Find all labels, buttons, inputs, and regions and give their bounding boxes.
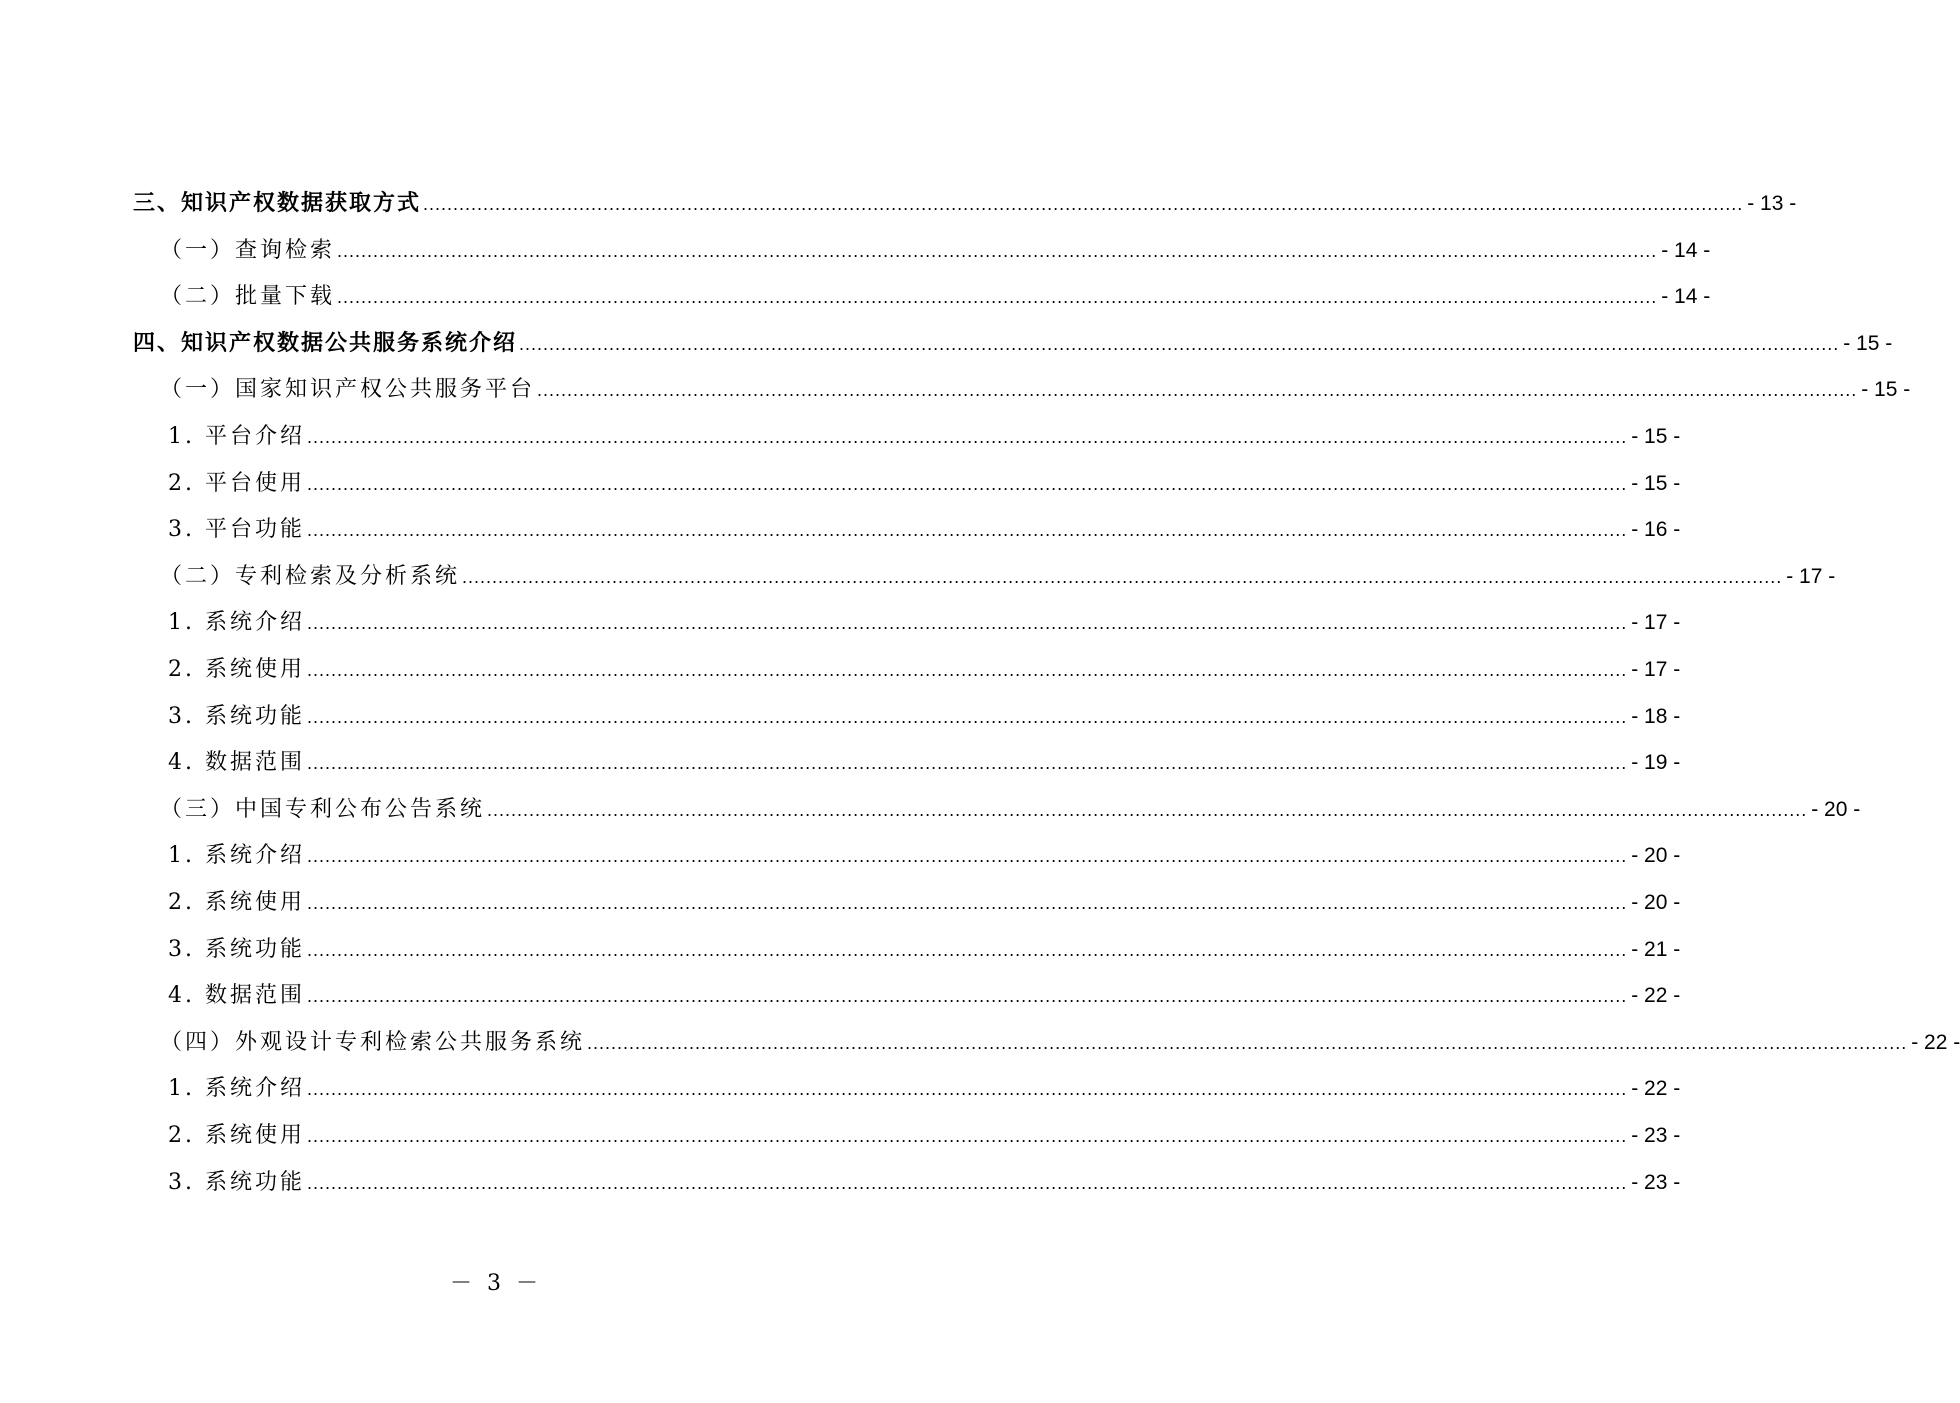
toc-entry-title: （一）国家知识产权公共服务平台	[160, 377, 536, 403]
dot-leader: ............................................................................................................................................................................................................................	[306, 706, 1628, 727]
toc-entry-title: （三）中国专利公布公告系统	[160, 796, 486, 822]
toc-entry-title: 四、知识产权数据公共服务系统介绍	[133, 330, 518, 356]
toc-entry-title: 3. 系统功能	[168, 936, 305, 962]
toc-entry[interactable]	[160, 559, 1836, 599]
toc-entry[interactable]	[133, 326, 1893, 366]
toc-entry-title: 2. 系统使用	[168, 657, 305, 682]
toc-entry-title: 3. 系统功能	[168, 1169, 305, 1195]
toc-entry-page-number: - 22 -	[1911, 1030, 1960, 1054]
toc-entry-page-number: - 22 -	[1631, 984, 1681, 1008]
toc-entry[interactable]	[133, 186, 1797, 226]
toc-entry-page-number: - 20 -	[1631, 891, 1681, 914]
toc-entry-title: 三、知识产权数据获取方式	[133, 191, 422, 216]
dot-leader: ............................................................................................................................................................................................................................	[306, 473, 1628, 494]
toc-entry-title: 1. 系统介绍	[168, 1076, 305, 1102]
toc-entry-title: 2. 平台使用	[168, 470, 305, 496]
toc-entry-title: 4. 数据范围	[168, 983, 305, 1009]
dot-leader: ............................................................................................................................................................................................................................	[423, 194, 1744, 214]
page-number: － 3 －	[450, 1271, 542, 1296]
toc-entry-title: （二）专利检索及分析系统	[160, 563, 461, 589]
dot-leader: ............................................................................................................................................................................................................................	[487, 799, 1808, 820]
dot-leader: ............................................................................................................................................................................................................................	[537, 380, 1858, 401]
toc-entry-page-number: - 15 -	[1843, 331, 1893, 355]
toc-entry[interactable]	[168, 1118, 1681, 1158]
toc-entry[interactable]	[168, 1165, 1681, 1205]
toc-entry[interactable]	[168, 466, 1681, 506]
dot-leader: ............................................................................................................................................................................................................................	[306, 613, 1628, 634]
toc-entry-page-number: - 15 -	[1631, 471, 1681, 495]
toc-entry-page-number: - 18 -	[1631, 704, 1681, 728]
toc-entry-page-number: - 22 -	[1631, 1077, 1681, 1101]
dot-leader: ............................................................................................................................................................................................................................	[306, 660, 1628, 680]
toc-entry-title: 2. 系统使用	[168, 890, 305, 915]
dot-leader: ............................................................................................................................................................................................................................	[462, 566, 1783, 587]
dot-leader: ............................................................................................................................................................................................................................	[337, 287, 1658, 308]
toc-entry-page-number: - 14 -	[1661, 285, 1711, 309]
dot-leader: ............................................................................................................................................................................................................................	[306, 986, 1628, 1007]
dot-leader: ............................................................................................................................................................................................................................	[306, 1079, 1628, 1100]
toc-entry-title: （四）外观设计专利检索公共服务系统	[160, 1029, 586, 1055]
toc-entry[interactable]	[160, 233, 1711, 273]
toc-entry-page-number: - 15 -	[1631, 425, 1681, 448]
dot-leader: ............................................................................................................................................................................................................................	[306, 939, 1628, 960]
toc-entry-page-number: - 23 -	[1631, 1170, 1681, 1194]
toc-entry-page-number: - 14 -	[1661, 238, 1711, 262]
dot-leader: ............................................................................................................................................................................................................................	[306, 1172, 1628, 1193]
toc-entry-title: 1. 系统介绍	[168, 843, 305, 869]
toc-entry-title: 3. 平台功能	[168, 517, 305, 543]
toc-entry[interactable]	[160, 279, 1711, 319]
toc-entry[interactable]	[168, 605, 1681, 645]
toc-entry-title: （一）查询检索	[160, 237, 336, 263]
toc-entry-page-number: - 16 -	[1631, 518, 1681, 542]
toc-entry-title: 1. 平台介绍	[168, 424, 305, 449]
toc-entry[interactable]	[168, 838, 1681, 878]
toc-entry[interactable]	[168, 978, 1681, 1018]
toc-entry-page-number: - 17 -	[1631, 611, 1681, 635]
toc-entry-page-number: - 19 -	[1631, 751, 1681, 775]
toc-entry-title: 3. 系统功能	[168, 703, 305, 729]
toc-entry[interactable]	[160, 372, 1911, 412]
toc-entry[interactable]	[168, 699, 1681, 739]
toc-entry[interactable]	[160, 1025, 1960, 1065]
toc-entry-title: 1. 系统介绍	[168, 610, 305, 636]
toc-entry-page-number: - 17 -	[1631, 658, 1681, 681]
toc-entry[interactable]	[168, 885, 1681, 925]
toc-entry-page-number: - 20 -	[1811, 797, 1861, 821]
toc-entry[interactable]	[168, 1071, 1681, 1111]
dot-leader: ............................................................................................................................................................................................................................	[306, 753, 1628, 774]
toc-entry-page-number: - 20 -	[1631, 844, 1681, 868]
toc-entry[interactable]	[168, 419, 1681, 459]
toc-entry[interactable]	[168, 745, 1681, 785]
toc-entry-title: 2. 系统使用	[168, 1123, 305, 1148]
dot-leader: ............................................................................................................................................................................................................................	[306, 1126, 1628, 1146]
dot-leader: ............................................................................................................................................................................................................................	[519, 333, 1840, 354]
toc-entry-page-number: - 23 -	[1631, 1124, 1681, 1147]
toc-entry[interactable]	[160, 792, 1861, 832]
dot-leader: ............................................................................................................................................................................................................................	[306, 520, 1628, 541]
dot-leader: ............................................................................................................................................................................................................................	[587, 1032, 1908, 1053]
toc-entry[interactable]	[168, 652, 1681, 692]
dot-leader: ............................................................................................................................................................................................................................	[337, 240, 1658, 261]
toc-entry-page-number: - 17 -	[1786, 564, 1836, 588]
dot-leader: ............................................................................................................................................................................................................................	[306, 427, 1628, 447]
toc-entry-title: （二）批量下载	[160, 284, 336, 310]
toc-entry-page-number: - 13 -	[1747, 192, 1797, 215]
toc-entry[interactable]	[168, 932, 1681, 972]
dot-leader: ............................................................................................................................................................................................................................	[306, 893, 1628, 913]
toc-entry-page-number: - 21 -	[1631, 937, 1681, 961]
toc-entry-title: 4. 数据范围	[168, 750, 305, 776]
toc-entry-page-number: - 15 -	[1861, 378, 1911, 402]
toc-entry[interactable]	[168, 512, 1681, 552]
dot-leader: ............................................................................................................................................................................................................................	[306, 846, 1628, 867]
